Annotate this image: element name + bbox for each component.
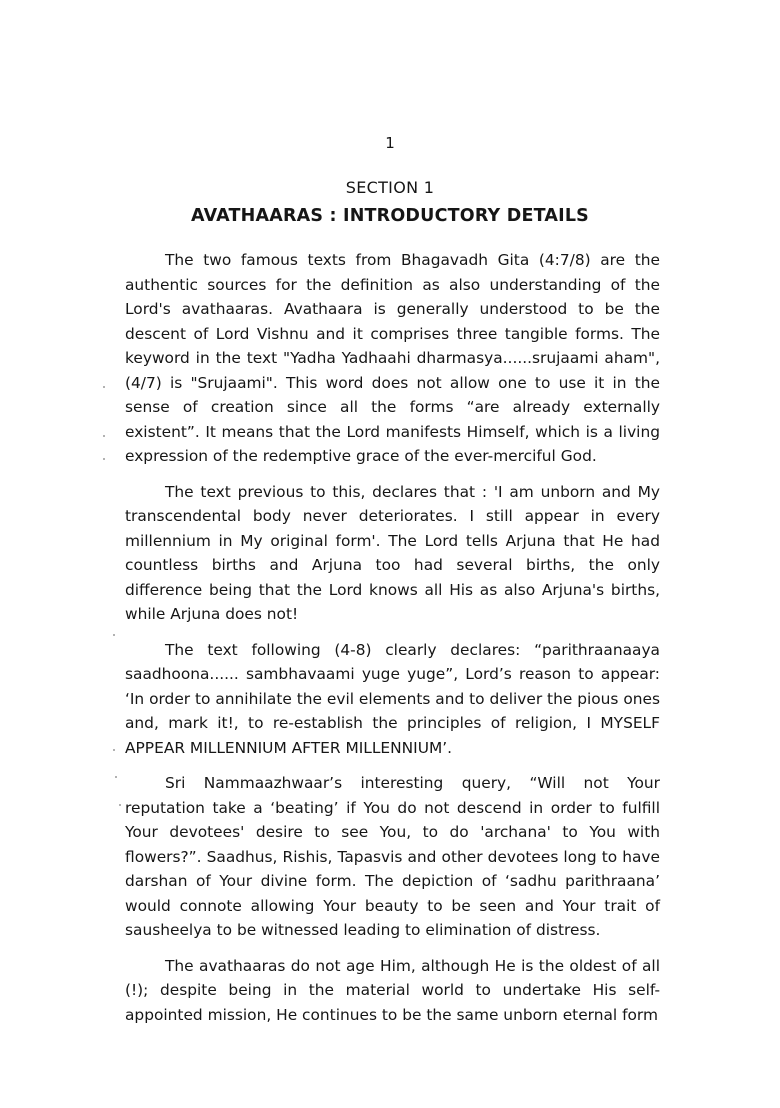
scan-speck	[103, 458, 105, 460]
scan-speck	[113, 749, 115, 751]
scan-speck	[103, 386, 105, 388]
scan-speck	[119, 804, 121, 806]
section-title: AVATHAARAS : INTRODUCTORY DETAILS	[191, 206, 589, 226]
paragraph-5: The avathaaras do not age Him, although He is the oldest of all (!); despite being in the material world to undertake His self-appointed mission, He continues to be the same unborn eternal form	[125, 956, 660, 1024]
paragraph-3: The text following (4-8) clearly declares: “parithraanaaya saadhoona...... sambhavaami yuge yuge”, Lord’s reason to appear: ‘In order to annihilate the evil elements and to deliver the pious ones and, mark it!, to re-establish the principles of religion, I MYSELF APPEAR MILLENNIUM AFTER MILLENNIUM’.	[125, 640, 660, 757]
scan-speck	[113, 634, 115, 636]
paragraph-4: Sri Nammaazhwaar’s interesting query, “Will not Your reputation take a ‘beating’ if You do not descend in order to fulfill Your devotees' desire to see You, to do 'archana' to You with flowers?”. Saadhus, Rishis, Tapasvis and other devotees long to have darshan of Your divine form. The depiction of ‘sadhu parithraana’ would connote allowing Your beauty to be seen and Your trait of sausheelya to be witnessed leading to elimination of distress.	[125, 774, 660, 939]
page-number: 1	[385, 134, 395, 152]
paragraph-1: The two famous texts from Bhagavadh Gita (4:7/8) are the authentic sources for the definition as also understanding of the Lord's avathaaras. Avathaara is generally understood to be the descent of Lord Vishnu and it comprises three tangible forms. The keyword in the text "Yadha Yadhaahi dharmasya......srujaami aham", (4/7) is "Srujaami". This word does not allow one to use it in the sense of creation since all the forms “are already externally existent”. It means that the Lord manifests Himself, which is a living expression of the redemptive grace of the ever-merciful God.	[125, 251, 660, 465]
section-label: SECTION 1	[345, 178, 435, 197]
scan-speck	[115, 776, 117, 778]
scan-speck	[103, 435, 105, 437]
body-text	[125, 248, 660, 1038]
paragraph-2: The text previous to this, declares that : 'I am unborn and My transcendental body never deteriorates. I still appear in every millennium in My original form'. The Lord tells Arjuna that He had countless births and Arjuna too had several births, the only difference being that the Lord knows all His as also Arjuna's births, while Arjuna does not!	[125, 482, 660, 623]
